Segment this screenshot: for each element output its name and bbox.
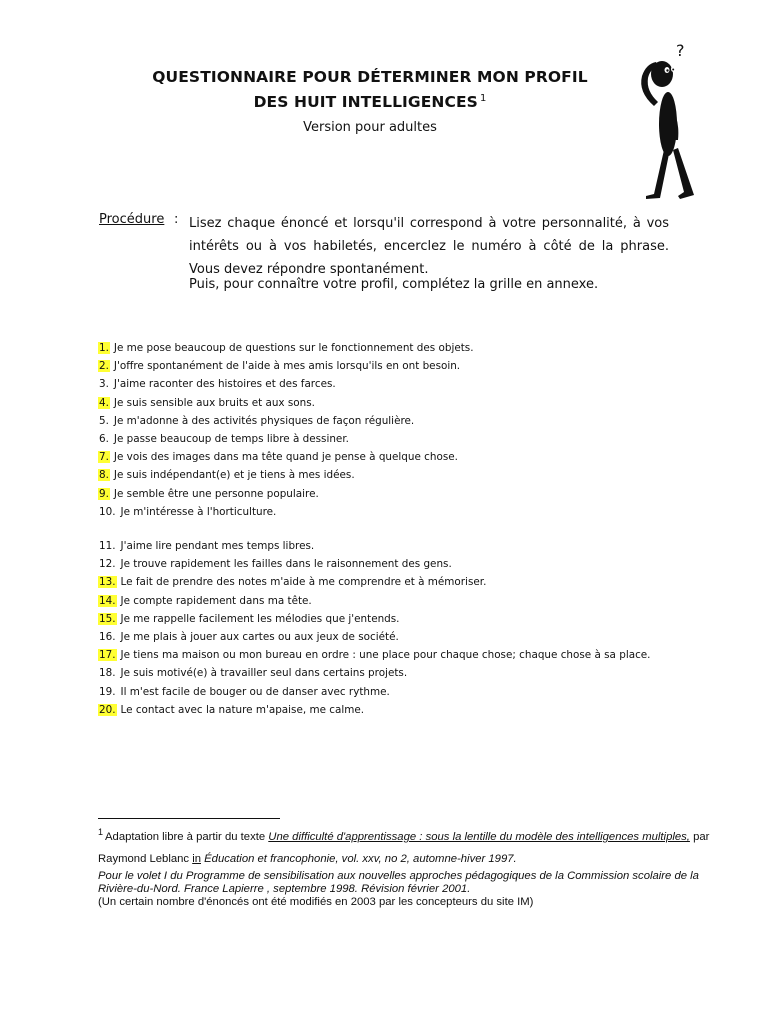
procedure-colon: : bbox=[174, 212, 179, 227]
question-text: Je suis motivé(e) à travailler seul dans certains projets. bbox=[120, 667, 408, 680]
question-number[interactable]: 16. bbox=[99, 630, 116, 643]
question-text: Je suis indépendant(e) et je tiens à mes idées. bbox=[113, 469, 355, 482]
question-number[interactable]: 18. bbox=[99, 667, 116, 680]
question-text: Je me rappelle facilement les mélodies que j'entends. bbox=[120, 612, 400, 625]
footnote-line3: Rivière-du-Nord. France Lapierre , septembre 1998. Révision février 2001. bbox=[98, 883, 471, 895]
footnote-line1 bbox=[98, 826, 738, 870]
question-text: Le contact avec la nature m'apaise, me calme. bbox=[120, 703, 365, 716]
question-text: Je suis sensible aux bruits et aux sons. bbox=[113, 396, 315, 409]
question-number[interactable]: 3. bbox=[99, 378, 109, 391]
question-text: Je tiens ma maison ou mon bureau en ordre : une place pour chaque chose; chaque chose à sa place. bbox=[120, 649, 651, 662]
procedure-text: Lisez chaque énoncé et lorsqu'il correspond à votre personnalité, à vos intérêts ou à vos habiletés, encerclez le numéro à côté de la phrase. Vous devez répondre spontanément. bbox=[189, 216, 669, 277]
question-item bbox=[98, 686, 718, 704]
question-item bbox=[98, 378, 718, 396]
thinking-figure-icon bbox=[624, 36, 724, 206]
question-item bbox=[98, 433, 718, 451]
question-text: Je me pose beaucoup de questions sur le fonctionnement des objets. bbox=[113, 342, 474, 354]
question-number[interactable]: 20. bbox=[99, 703, 116, 716]
question-number[interactable]: 5. bbox=[99, 414, 109, 427]
question-number[interactable]: 8. bbox=[99, 469, 109, 482]
question-text: J'aime raconter des histoires et des farces. bbox=[113, 378, 336, 391]
question-item bbox=[98, 360, 718, 378]
question-item bbox=[98, 415, 718, 433]
question-number[interactable]: 19. bbox=[99, 685, 116, 698]
question-text: Je m'intéresse à l'horticulture. bbox=[120, 505, 277, 518]
question-item bbox=[98, 613, 718, 631]
question-item bbox=[98, 342, 718, 360]
question-item bbox=[98, 558, 718, 576]
question-item bbox=[98, 451, 718, 469]
question-number[interactable]: 11. bbox=[99, 540, 116, 552]
question-item bbox=[98, 488, 718, 506]
question-text: Il m'est facile de bouger ou de danser avec rythme. bbox=[120, 685, 390, 698]
question-item bbox=[98, 469, 718, 487]
footnote-separator bbox=[98, 818, 280, 819]
footnote-part1: Adaptation libre à partir du texte bbox=[105, 831, 269, 843]
question-item bbox=[98, 631, 718, 649]
question-number[interactable]: 10. bbox=[99, 505, 116, 518]
question-number[interactable]: 6. bbox=[99, 432, 109, 445]
footnote-line4: (Un certain nombre d'énoncés ont été modifiés en 2003 par les concepteurs du site IM) bbox=[98, 896, 534, 908]
footnote-part3: par Raymond Leblanc bbox=[98, 831, 710, 865]
question-number[interactable]: 1. bbox=[99, 342, 109, 354]
question-mark-glyph: ? bbox=[676, 41, 685, 60]
question-item bbox=[98, 704, 718, 722]
footnote-journal: Éducation et francophonie, vol. xxv, no 2, automne-hiver 1997. bbox=[201, 853, 517, 865]
footnote-source-title: Une difficulté d'apprentissage : sous la lentille du modèle des intelligences multiples, bbox=[268, 831, 690, 843]
question-text: Je passe beaucoup de temps libre à dessiner. bbox=[113, 432, 349, 445]
question-item bbox=[98, 540, 718, 558]
question-number[interactable]: 17. bbox=[99, 649, 116, 662]
question-number[interactable]: 2. bbox=[99, 360, 109, 373]
question-item bbox=[98, 649, 718, 667]
question-number[interactable]: 14. bbox=[99, 594, 116, 607]
question-text: Je vois des images dans ma tête quand je pense à quelque chose. bbox=[113, 451, 458, 464]
question-number[interactable]: 9. bbox=[99, 487, 109, 500]
question-text: Le fait de prendre des notes m'aide à me comprendre et à mémoriser. bbox=[120, 576, 487, 589]
page-title-line2 bbox=[90, 93, 650, 111]
question-text: J'aime lire pendant mes temps libres. bbox=[120, 540, 315, 552]
footnote-marker: 1 bbox=[98, 827, 104, 838]
procedure-text-line2: Puis, pour connaître votre profil, complétez la grille en annexe. bbox=[189, 277, 599, 292]
question-text: Je compte rapidement dans ma tête. bbox=[120, 594, 312, 607]
question-number[interactable]: 7. bbox=[99, 451, 109, 464]
question-text: Je me plais à jouer aux cartes ou aux jeux de société. bbox=[120, 630, 399, 643]
question-number[interactable]: 13. bbox=[99, 576, 116, 589]
page-title-line2-text: DES HUIT INTELLIGENCES bbox=[253, 93, 478, 111]
question-item bbox=[98, 576, 718, 594]
page-title-line1: QUESTIONNAIRE POUR DÉTERMINER MON PROFIL bbox=[152, 68, 588, 86]
question-number[interactable]: 12. bbox=[99, 558, 116, 571]
question-text: Je semble être une personne populaire. bbox=[113, 487, 319, 500]
question-text: J'offre spontanément de l'aide à mes amis lorsqu'ils en ont besoin. bbox=[113, 360, 461, 373]
footnote-in: in bbox=[192, 853, 201, 865]
question-number[interactable]: 4. bbox=[99, 396, 109, 409]
question-number[interactable]: 15. bbox=[99, 612, 116, 625]
title-footnote-marker: 1 bbox=[479, 92, 487, 104]
procedure-label: Procédure bbox=[99, 212, 165, 227]
question-item bbox=[98, 595, 718, 613]
question-item bbox=[98, 397, 718, 415]
question-item bbox=[98, 667, 718, 685]
question-item bbox=[98, 506, 718, 524]
question-list-1 bbox=[98, 342, 718, 524]
page-subtitle: Version pour adultes bbox=[303, 120, 437, 135]
question-text: Je trouve rapidement les failles dans le raisonnement des gens. bbox=[120, 558, 452, 571]
question-list-2 bbox=[98, 540, 718, 722]
footnote-line2: Pour le volet I du Programme de sensibilisation aux nouvelles approches pédagogiques de la Commission scolaire de la bbox=[98, 870, 699, 882]
question-text: Je m'adonne à des activités physiques de façon régulière. bbox=[113, 414, 415, 427]
footnote bbox=[98, 826, 738, 909]
